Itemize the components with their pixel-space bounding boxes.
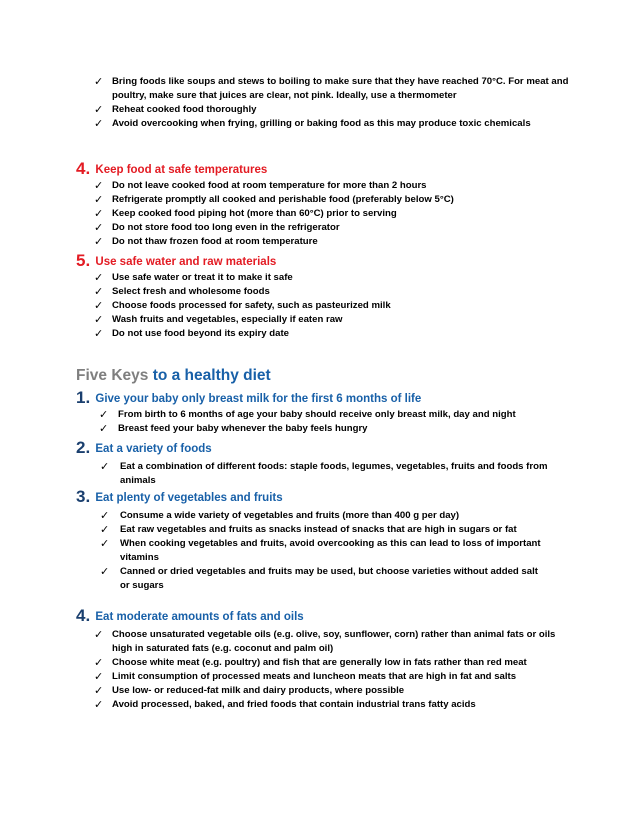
section-heading: 1. Give your baby only breast milk for the first 6 months of life xyxy=(76,388,422,407)
checkmark-icon: ✓ xyxy=(100,461,110,473)
checkmark-icon: ✓ xyxy=(94,76,104,88)
section-variety-of-foods xyxy=(0,439,638,488)
section-heading: 2. Eat a variety of foods xyxy=(76,438,212,457)
list-item: ✓ Canned or dried vegetables and fruits may be used, but choose varieties without added salt or sugars xyxy=(100,566,538,591)
list-item: ✓ Limit consumption of processed meats and luncheon meats that are high in fat and salts xyxy=(94,671,517,683)
checkmark-icon: ✓ xyxy=(94,236,104,248)
list-item: ✓ Wash fruits and vegetables, especially if eaten raw xyxy=(94,314,343,326)
section-safe-water-raw-materials xyxy=(0,252,638,341)
list-item: ✓ Eat a combination of different foods: staple foods, legumes, vegetables, fruits and foods from animals xyxy=(100,461,548,486)
checkmark-icon: ✓ xyxy=(94,699,104,711)
checkmark-icon: ✓ xyxy=(100,538,110,550)
checkmark-icon: ✓ xyxy=(94,272,104,284)
list-item: ✓ Do not thaw frozen food at room temperature xyxy=(94,236,318,248)
list-item: ✓ Keep cooked food piping hot (more than 60°C) prior to serving xyxy=(94,208,397,220)
section-heading: 3. Eat plenty of vegetables and fruits xyxy=(76,487,283,506)
checkmark-icon: ✓ xyxy=(100,510,110,522)
list-item: ✓ When cooking vegetables and fruits, avoid overcooking as this can lead to loss of important vitamins xyxy=(100,538,541,563)
list-item: ✓ Choose unsaturated vegetable oils (e.g. olive, soy, sunflower, corn) rather than animal fats or oils high in saturated fats (e.g. coconut and palm oil) xyxy=(94,629,556,654)
list-item: ✓ Do not leave cooked food at room temperature for more than 2 hours xyxy=(94,180,427,192)
checkmark-icon: ✓ xyxy=(94,328,104,340)
checkmark-icon: ✓ xyxy=(94,671,104,683)
list-item: ✓ Do not store food too long even in the refrigerator xyxy=(94,222,340,234)
section-heading: 5. Use safe water and raw materials xyxy=(76,251,277,270)
section-keep-food-safe-temperatures xyxy=(0,160,638,249)
checkmark-icon: ✓ xyxy=(99,409,109,421)
checkmark-icon: ✓ xyxy=(94,118,104,130)
checkmark-icon: ✓ xyxy=(94,300,104,312)
checkmark-icon: ✓ xyxy=(94,286,104,298)
list-item: ✓ Refrigerate promptly all cooked and perishable food (preferably below 5°C) xyxy=(94,194,454,206)
checkmark-icon: ✓ xyxy=(94,629,104,641)
checkmark-icon: ✓ xyxy=(94,222,104,234)
section-fats-oils xyxy=(0,607,638,712)
list-item: ✓ Choose foods processed for safety, such as pasteurized milk xyxy=(94,300,391,312)
list-item: ✓ From birth to 6 months of age your baby should receive only breast milk, day and night xyxy=(99,409,516,421)
checkmark-icon: ✓ xyxy=(94,685,104,697)
checkmark-icon: ✓ xyxy=(94,104,104,116)
checkmark-icon: ✓ xyxy=(94,180,104,192)
list-item: ✓ Use low- or reduced-fat milk and dairy products, where possible xyxy=(94,685,405,697)
list-item: ✓ Consume a wide variety of vegetables and fruits (more than 400 g per day) xyxy=(100,510,460,522)
list-item: ✓ Bring foods like soups and stews to boiling to make sure that they have reached 70°C. For meat and poultry, make sure that juices are clear, not pink. Ideally, use a thermometer xyxy=(94,76,569,101)
list-item: ✓ Reheat cooked food thoroughly xyxy=(94,104,257,116)
checkmark-icon: ✓ xyxy=(99,423,109,435)
list-item: ✓ Breast feed your baby whenever the baby feels hungry xyxy=(99,423,368,435)
section-breast-milk xyxy=(0,389,638,436)
checkmark-icon: ✓ xyxy=(94,314,104,326)
list-item: ✓ Avoid overcooking when frying, grilling or baking food as this may produce toxic chemicals xyxy=(94,118,531,130)
checkmark-icon: ✓ xyxy=(100,566,110,578)
page-title: Five Keys to a healthy diet xyxy=(76,367,271,384)
checkmark-icon: ✓ xyxy=(94,657,104,669)
list-item: ✓ Avoid processed, baked, and fried foods that contain industrial trans fatty acids xyxy=(94,699,476,711)
list-item: ✓ Use safe water or treat it to make it safe xyxy=(94,272,293,284)
list-item: ✓ Do not use food beyond its expiry date xyxy=(94,328,289,340)
section-vegetables-fruits xyxy=(0,488,638,593)
section-heading: 4. Keep food at safe temperatures xyxy=(76,159,268,178)
list-item: ✓ Select fresh and wholesome foods xyxy=(94,286,270,298)
list-item: ✓ Choose white meat (e.g. poultry) and fish that are generally low in fats rather than red meat xyxy=(94,657,527,669)
checkmark-icon: ✓ xyxy=(94,194,104,206)
section-heading: 4. Eat moderate amounts of fats and oils xyxy=(76,606,304,625)
top-list xyxy=(0,75,638,131)
checkmark-icon: ✓ xyxy=(100,524,110,536)
checkmark-icon: ✓ xyxy=(94,208,104,220)
list-item: ✓ Eat raw vegetables and fruits as snacks instead of snacks that are high in sugars or fat xyxy=(100,524,517,536)
